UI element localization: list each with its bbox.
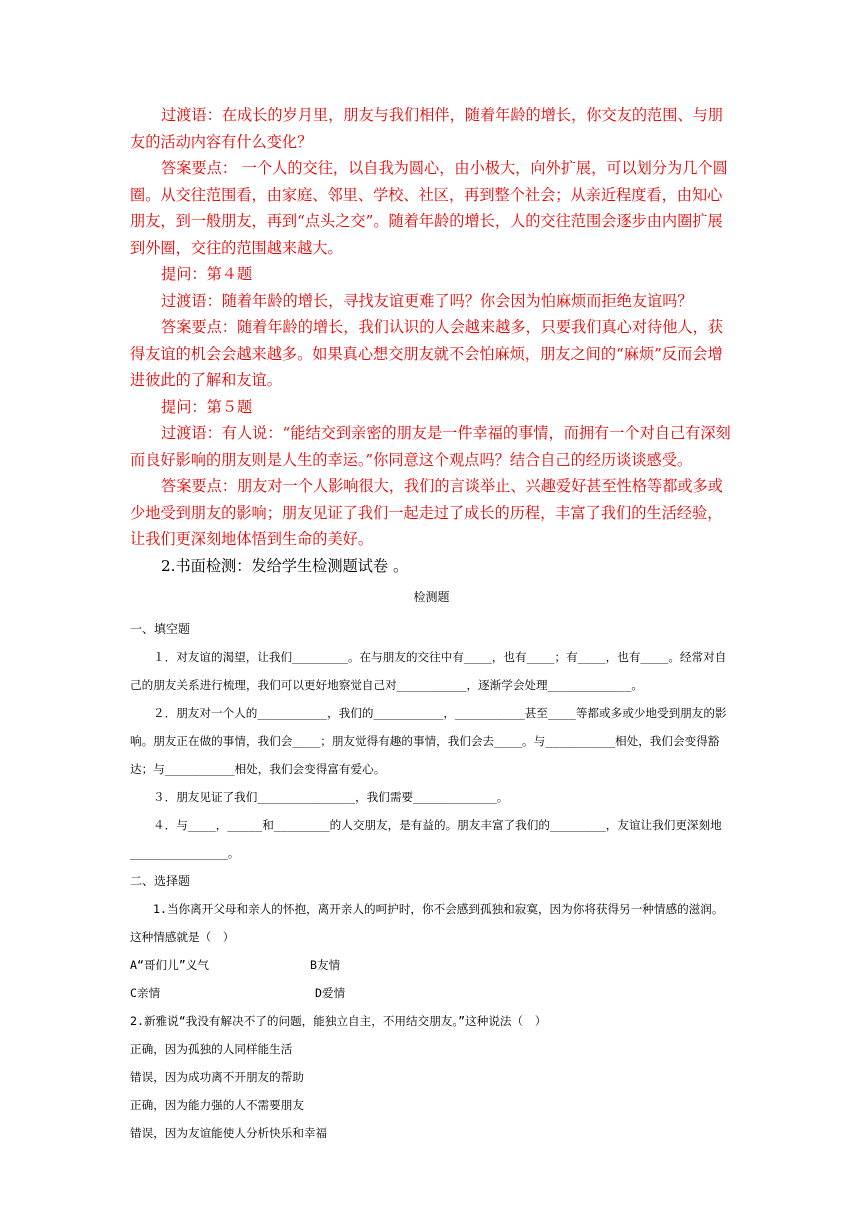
q2-option-2: 错误，因为成功离不开朋友的帮助	[130, 1070, 304, 1084]
transition-paragraph-3: 过渡语：有人说：“能结交到亲密的朋友是一件幸福的事情，而拥有一个对自己有深刻而良好影响的朋友则是人生的幸运。”你同意这个观点吗？结合自己的经历谈谈感受。	[130, 424, 731, 469]
option-b: B友情	[310, 958, 341, 972]
transition-paragraph-1: 过渡语：在成长的岁月里，朋友与我们相伴，随着年龄的增长，你交友的范围、与朋友的活动内容有什么变化？	[130, 106, 723, 151]
question-label-5: 提问：第５题	[161, 397, 253, 416]
answer-paragraph-1: 答案要点： 一个人的交往，以自我为圆心，由小极大，向外扩展，可以划分为几个圆圈。从交往范围看，由家庭、邻里、学校、社区，再到整个社会；从亲近程度看，由知心朋友，到一般朋友，再到“点头之交”。随着年龄的增长，人的交往范围会逐步由内圈扩展到外圈，交往的范围越来越大。	[130, 159, 728, 257]
section-fill-title: 一、填空题	[130, 622, 191, 636]
q2-option-4: 错误，因为友谊能使人分析快乐和幸福	[130, 1126, 328, 1140]
page-content	[130, 102, 733, 1147]
q2-option-3: 正确，因为能力强的人不需要朋友	[130, 1098, 304, 1112]
choice-options-row-2	[130, 979, 733, 1007]
option-c: C亲情	[130, 986, 161, 1000]
answer-paragraph-3: 答案要点：朋友对一个人影响很大，我们的言谈举止、兴趣爱好甚至性格等都或多或少地受到朋友的影响；朋友见证了我们一起走过了成长的历程，丰富了我们的生活经验，让我们更深刻地体悟到生命的美好。	[130, 477, 723, 548]
choice-question-2: 2.新雅说“我没有解决不了的问题，能独立自主，不用结交朋友。”这种说法（ ）	[130, 1014, 547, 1028]
section-choice-title: 二、选择题	[130, 874, 191, 888]
q2-option-1: 正确，因为孤独的人同样能生活	[130, 1042, 293, 1056]
fill-item-2: ２．朋友对一个人的__________，我们的__________，__________甚至____等都或多或少地受到朋友的影响。朋友正在做的事情，我们会____；朋友觉得有趣的事情，我们会去____。与__________相处，我们会变得豁达；与__________相处，我们会变得富有爱心。	[130, 706, 727, 776]
transition-paragraph-2: 过渡语：随着年龄的增长，寻找友谊更难了吗？你会因为怕麻烦而拒绝友谊吗？	[161, 291, 693, 310]
fill-item-3: ３．朋友见证了我们______________，我们需要____________。	[153, 790, 509, 804]
test-title: 检测题	[413, 590, 450, 604]
answer-paragraph-2: 答案要点：随着年龄的增长，我们认识的人会越来越多，只要我们真心对待他人，获得友谊的机会会越来越多。如果真心想交朋友就不会怕麻烦，朋友之间的“麻烦”反而会增进彼此的了解和友谊。	[130, 318, 723, 389]
choice-question-1: 1.当你离开父母和亲人的怀抱，离开亲人的呵护时，你不会感到孤独和寂寞，因为你将获得另一种情感的滋润。这种情感就是（ ）	[130, 902, 724, 944]
option-a: A“哥们儿”义气	[130, 958, 209, 972]
option-d: D爱情	[315, 986, 346, 1000]
choice-options-row-1	[130, 951, 733, 979]
fill-item-4: ４．与____，_____和________的人交朋友，是有益的。朋友丰富了我们的________，友谊让我们更深刻地______________。	[130, 818, 722, 860]
fill-item-1: １．对友谊的渴望，让我们________。在与朋友的交往中有____，也有____；有____，也有____。经常对自己的朋友关系进行梳理，我们可以更好地察觉自己对__________，逐渐学会处理____________。	[130, 650, 727, 692]
written-test-heading: 2.书面检测：发给学生检测题试卷 。	[161, 556, 409, 575]
question-label-4: 提问：第４题	[161, 265, 253, 283]
